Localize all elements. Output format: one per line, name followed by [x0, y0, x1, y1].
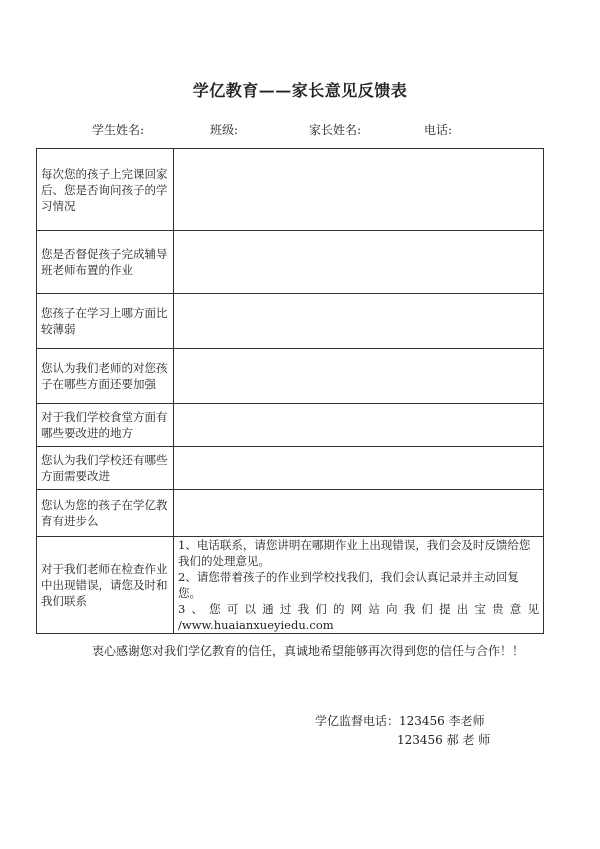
phone-label: 电话: [424, 123, 453, 137]
thanks-message: 衷心感谢您对我们学亿教育的信任，真诚地希望能够再次得到您的信任与合作！！ [92, 644, 525, 658]
feedback-table [36, 148, 544, 634]
question-cell: 您孩子在学习上哪方面比较薄弱 [37, 294, 174, 349]
answer-cell[interactable] [174, 490, 544, 537]
table-row [37, 537, 544, 634]
question-cell: 您是否督促孩子完成辅导班老师布置的作业 [37, 231, 174, 294]
answer-cell[interactable] [174, 294, 544, 349]
contact-method-phone: 1、电话联系，请您讲明在哪期作业上出现错误，我们会及时反馈给您我们的处理意见。 [178, 538, 531, 568]
parent-name-label: 家长姓名: [309, 123, 362, 137]
answer-cell-contact-methods [174, 537, 544, 634]
question-cell: 对于我们学校食堂方面有哪些要改进的地方 [37, 404, 174, 447]
class-label: 班级: [210, 123, 239, 137]
student-name-label: 学生姓名: [92, 123, 145, 137]
table-row [37, 294, 544, 349]
answer-cell[interactable] [174, 447, 544, 490]
website-url[interactable]: /www.huaianxueyiedu.com [178, 618, 334, 632]
page-title: 学亿教育——家长意见反馈表 [192, 81, 408, 100]
table-row [37, 404, 544, 447]
table-row [37, 349, 544, 404]
table-row [37, 231, 544, 294]
answer-cell[interactable] [174, 349, 544, 404]
question-cell: 每次您的孩子上完课回家后、您是否询问孩子的学习情况 [37, 149, 174, 231]
answer-cell[interactable] [174, 149, 544, 231]
table-row [37, 149, 544, 231]
answer-cell[interactable] [174, 231, 544, 294]
contact-method-website: 3、您可以通过我们的网站向我们提出宝贵意见 [178, 602, 539, 616]
table-row [37, 490, 544, 537]
question-cell: 您认为我们学校还有哪些方面需要改进 [37, 447, 174, 490]
answer-cell[interactable] [174, 404, 544, 447]
contact-method-visit: 2、请您带着孩子的作业到学校找我们，我们会认真记录并主动回复您。 [178, 570, 519, 600]
supervision-phone-line-2: 123456 郝 老 师 [397, 733, 491, 747]
table-row [37, 447, 544, 490]
supervision-phone-line-1: 学亿监督电话：123456 李老师 [315, 714, 485, 728]
question-cell: 对于我们老师在检查作业中出现错误，请您及时和我们联系 [37, 537, 174, 634]
question-cell: 您认为您的孩子在学亿教育有进步么 [37, 490, 174, 537]
question-cell: 您认为我们老师的对您孩子在哪些方面还要加强 [37, 349, 174, 404]
